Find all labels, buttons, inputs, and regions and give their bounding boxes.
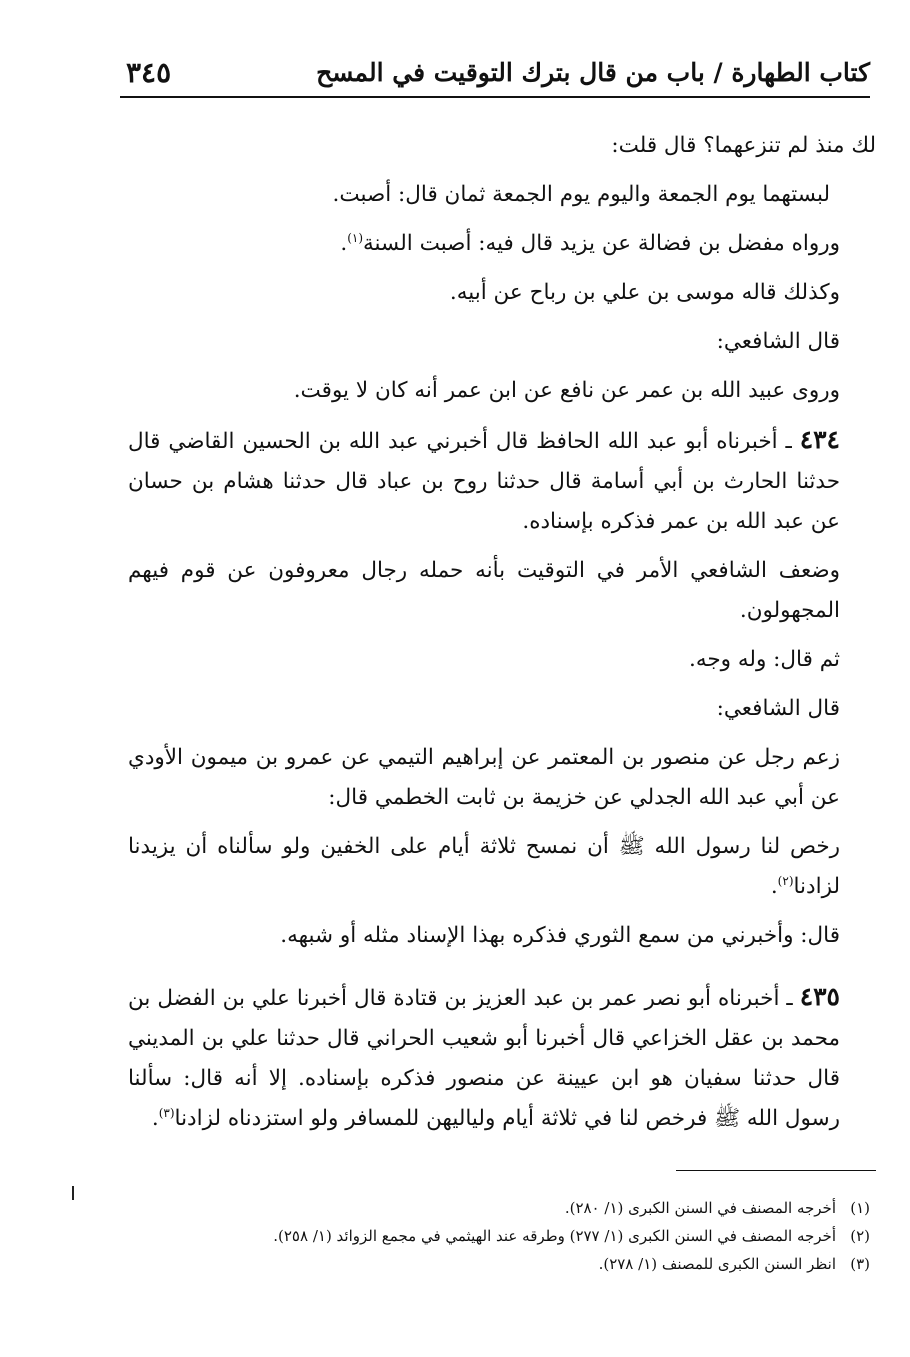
footnote [100, 1222, 870, 1250]
paragraph [128, 738, 876, 818]
paragraph [128, 916, 876, 956]
paragraph-text: ـ أخبرناه أبو نصر عمر بن عبد العزيز بن قتادة قال أخبرنا علي بن الفضل بن محمد بن عقل الخزاعي قال أخبرنا أبو شعيب الحراني قال حدثنا علي بن المديني قال حدثنا سفيان هو ابن عيينة عن منصور فذكره بإسناده. إلا أنه قال: سألنا رسول الله ﷺ فرخص لنا في ثلاثة أيام ولياليهن للمسافر ولو استزدناه لزادنا [128, 986, 840, 1131]
paragraph-text: لبستهما يوم الجمعة واليوم يوم الجمعة ثمان قال: أصبت. [332, 182, 830, 207]
footnote [100, 1194, 870, 1222]
paragraph [128, 175, 876, 215]
footnotes [100, 1194, 870, 1278]
paragraph-text: لك منذ لم تنزعهما؟ قال قلت: [611, 133, 876, 158]
punctuation: . [770, 874, 778, 899]
hadith-paragraph [128, 420, 876, 542]
punctuation: . [340, 231, 348, 256]
footnote-text: أخرجه المصنف في السنن الكبرى (١/ ٢٨٠). [564, 1199, 836, 1217]
paragraph-text: رخص لنا رسول الله ﷺ أن نمسح ثلاثة أيام على الخفين ولو سألناه أن يزيدنا لزادنا [128, 834, 840, 899]
paragraph [128, 322, 876, 362]
paragraph [128, 689, 876, 729]
footnote-mark: (٣) [850, 1255, 870, 1273]
punctuation: . [151, 1106, 159, 1131]
paragraph [128, 371, 876, 411]
footnote [100, 1250, 870, 1278]
paragraph-text: زعم رجل عن منصور بن المعتمر عن إبراهيم التيمي عن عمرو بن ميمون الأودي عن أبي عبد الله الجدلي عن خزيمة بن ثابت الخطمي قال: [128, 745, 840, 810]
footnote-ref: (٢) [777, 873, 794, 888]
footnote-text: انظر السنن الكبرى للمصنف (١/ ٢٧٨). [598, 1255, 836, 1273]
running-head-title: كتاب الطهارة / باب من قال بترك التوقيت في المسح [316, 58, 870, 87]
footnote-mark: (١) [850, 1199, 870, 1217]
paragraph-text: قال الشافعي: [716, 696, 840, 721]
paragraph-text: ورواه مفضل بن فضالة عن يزيد قال فيه: أصبت السنة [363, 231, 840, 256]
paragraph [128, 224, 876, 264]
paragraph-text: وروى عبيد الله بن عمر عن نافع عن ابن عمر أنه كان لا يوقت. [293, 378, 840, 403]
footnote-ref: (٣) [158, 1105, 175, 1120]
running-header [120, 56, 870, 98]
hadith-number: ٤٣٥ [799, 982, 840, 1011]
paragraph-text: ـ أخبرناه أبو عبد الله الحافظ قال أخبرني عبد الله بن الحسين القاضي قال حدثنا الحارث بن أبي أسامة قال حدثنا روح بن عباد قال حدثنا هشام بن حسان عن عبد الله بن عمر فذكره بإسناده. [128, 429, 840, 534]
paragraph [128, 273, 876, 313]
footnote-text: أخرجه المصنف في السنن الكبرى (١/ ٢٧٧) وطرقه عند الهيثمي في مجمع الزوائد (١/ ٢٥٨). [273, 1227, 836, 1245]
paragraph-text: قال الشافعي: [716, 329, 840, 354]
paragraph-text: ثم قال: وله وجه. [689, 647, 840, 672]
hadith-paragraph [128, 977, 876, 1139]
hadith-number: ٤٣٤ [799, 425, 840, 454]
paragraph-text: وكذلك قاله موسى بن علي بن رباح عن أبيه. [449, 280, 840, 305]
paragraph [128, 827, 876, 907]
paragraph [128, 126, 876, 166]
paragraph-gap [128, 965, 876, 977]
paragraph [128, 551, 876, 631]
footnote-separator [676, 1170, 876, 1171]
paragraph-text: قال: وأخبرني من سمع الثوري فذكره بهذا الإسناد مثله أو شبهه. [280, 923, 840, 948]
paragraph-text: وضعف الشافعي الأمر في التوقيت بأنه حمله رجال معروفون عن قوم فيهم المجهولون. [128, 558, 840, 623]
main-text [128, 126, 876, 1148]
page-number: ٣٤٥ [126, 56, 172, 89]
footnote-mark: (٢) [850, 1227, 870, 1245]
margin-mark [72, 1186, 74, 1200]
paragraph [128, 640, 876, 680]
footnote-ref: (١) [347, 230, 364, 245]
